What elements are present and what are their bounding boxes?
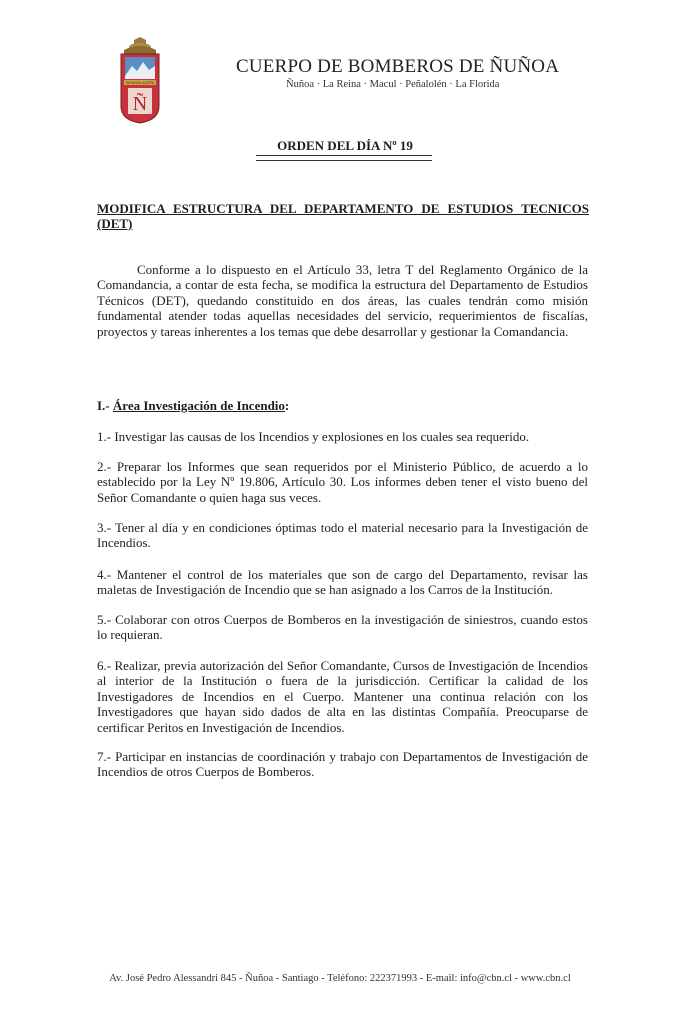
order-title [0,138,680,154]
section-colon: : [284,398,290,413]
list-item-7: 7.- Participar en instancias de coordinación y trabajo con Departamentos de Investigación de Incendios de otros Cuerpos de Bomberos. [97,749,588,780]
title-double-rule [256,155,432,161]
section-title: Área Investigación de Incendio [112,398,285,413]
section-heading [97,398,289,414]
list-item-2: 2.- Preparar los Informes que sean requeridos por el Ministerio Público, de acuerdo a lo establecido por la Ley Nº 19.806, Artículo 30. Los informes deben tener el visto bueno del Señor Comandante o quien haga sus veces. [97,459,588,505]
list-item-6: 6.- Realizar, previa autorización del Señor Comandante, Cursos de Investigación de Incendios al interior de la Institución o fuera de la jurisdicción. Certificar la calidad de los Investigadores de Incendios en el Cuerpo. Mantener una continua relación con los Investigadores que hayan sido dados de alta en las distintas Compañía. Preocuparse de certificar Peritos en Investigación de Incendios. [97,658,588,735]
crest-letter: Ñ [132,93,148,115]
order-title-text: ORDEN DEL DÍA Nº 19 [277,138,413,153]
crest-motto: ESTAMOS ALERTA [125,81,155,85]
organization-name: CUERPO DE BOMBEROS DE ÑUÑOA [236,56,560,77]
intro-paragraph: Conforme a lo dispuesto en el Artículo 33, letra T del Reglamento Orgánico de la Comandancia, a contar de esta fecha, se modifica la estructura del Departamento de Estudios Técnicos (DET), quedando constituido en dos áreas, las cuales tendrán como misión fundamental atender todas aquellas necesidades del servicio, requerimientos de fiscalías, proyectos y tareas inherentes a los temas que debe desarrollar y gestionar la Comandancia. [97,262,588,339]
list-item-5: 5.- Colaborar con otros Cuerpos de Bomberos en la investigación de siniestros, cuando estos lo requieran. [97,612,588,643]
institution-crest-logo [118,36,162,124]
list-item-3: 3.- Tener al día y en condiciones óptimas todo el material necesario para la Investigación de Incendios. [97,520,588,551]
organization-communes: Ñuñoa · La Reina · Macul · Peñalolén · La Florida [286,79,500,90]
list-item-1: 1.- Investigar las causas de los Incendios y explosiones en los cuales sea requerido. [97,429,530,444]
section-number: I.- [97,398,113,413]
document-subject: MODIFICA ESTRUCTURA DEL DEPARTAMENTO DE ESTUDIOS TECNICOS (DET) [97,201,589,231]
footer-address: Av. José Pedro Alessandri 845 - Ñuñoa - Santiago - Teléfono: 222371993 - E-mail: info@cbn.cl - www.cbn.cl [109,973,571,984]
list-item-4: 4.- Mantener el control de los materiales que son de cargo del Departamento, revisar las maletas de Investigación de Incendio que se han asignado a los Carros de la Institución. [97,567,588,598]
